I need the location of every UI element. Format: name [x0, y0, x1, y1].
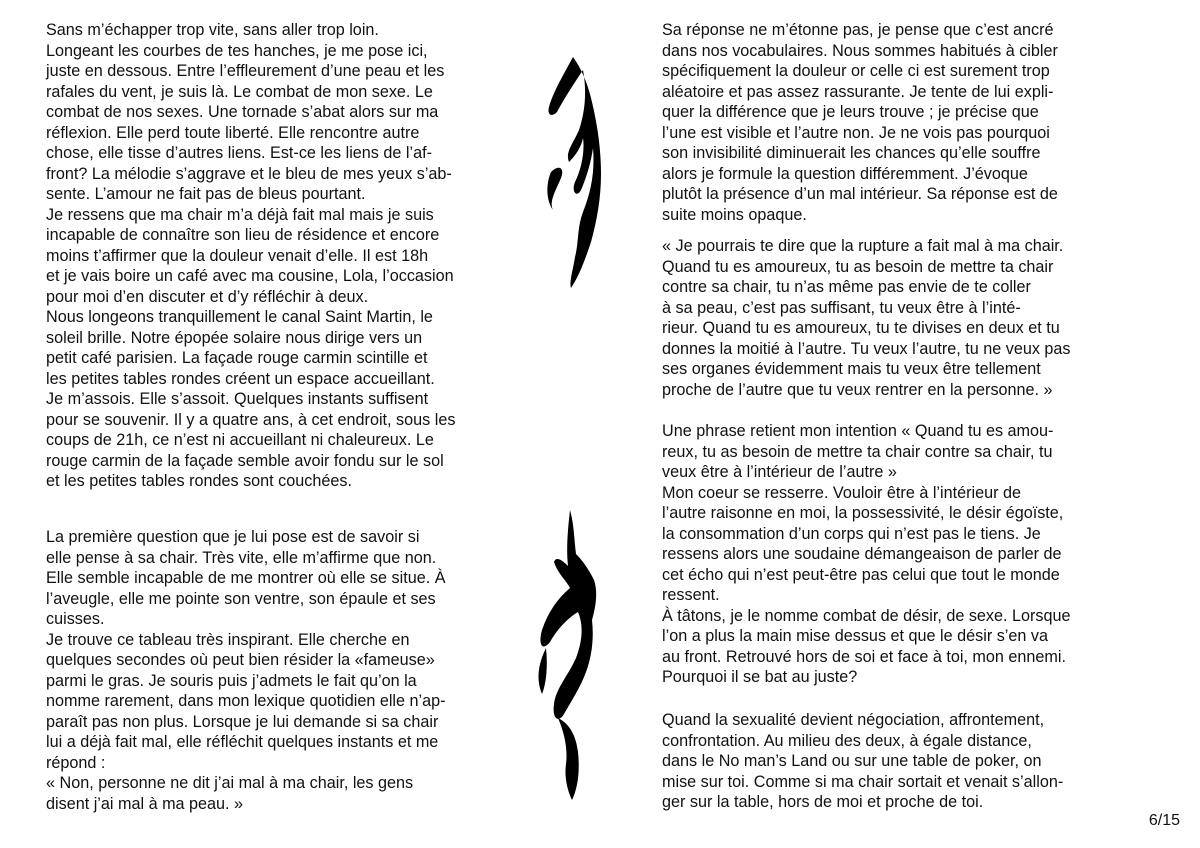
text-line: Je trouve ce tableau très inspirant. Elle cherche en: [46, 630, 410, 649]
text-line: rafales du vent, je suis là. Le combat de mon sexe. Le: [46, 82, 433, 101]
text-line: front? La mélodie s’aggrave et le bleu de mes yeux s’ab-: [46, 164, 452, 183]
right-paragraph-1: [662, 20, 1162, 225]
text-line: Elle semble incapable de me montrer où elle se situe. À: [46, 569, 446, 587]
text-line: dans nos vocabulaires. Nous sommes habitués à cibler: [662, 41, 1058, 60]
left-paragraph-1: [46, 20, 546, 492]
text-line: l’on a plus la main mise dessus et que le désir s’en va: [662, 627, 1049, 645]
text-line: mise sur toi. Comme si ma chair sortait et venait s’allon-: [662, 772, 1064, 791]
text-line: Je ressens que ma chair m’a déjà fait mal mais je suis: [46, 205, 434, 224]
text-line: et les petites tables rondes sont couchées.: [46, 472, 352, 490]
text-line: « Non, personne ne dit j’ai mal à ma chair, les gens: [46, 774, 414, 792]
text-line: cuisses.: [46, 610, 105, 628]
text-line: ressens alors une soudaine démangeaison de parler de: [662, 545, 1062, 563]
text-line: Mon coeur se resserre. Vouloir être à l’intérieur de: [662, 483, 1021, 502]
text-line: les petites tables rondes créent un espace accueillant.: [46, 369, 435, 388]
text-line: disent j’ai mal à ma peau. »: [46, 794, 244, 813]
text-line: veux être à l’intérieur de l’autre »: [662, 463, 897, 481]
text-line: La première question que je lui pose est de savoir si: [46, 528, 420, 546]
text-line: petit café parisien. La façade rouge carmin scintille et: [46, 349, 428, 367]
text-line: juste en dessous. Entre l’effleurement d’une peau et les: [46, 62, 445, 80]
text-line: paraît pas non plus. Lorsque je lui demande si sa chair: [46, 712, 439, 731]
text-line: ger sur la table, hors de moi et proche de toi.: [662, 793, 984, 811]
text-line: Longeant les courbes de tes hanches, je me pose ici,: [46, 41, 428, 60]
right-paragraph-2: [662, 236, 1162, 400]
text-line: rouge carmin de la façade semble avoir fondu sur le sol: [46, 451, 444, 470]
text-line: Je m’assois. Elle s’assoit. Quelques instants suffisent: [46, 390, 429, 408]
text-line: coups de 21h, ce n’est ni accueillant ni chaleureux. Le: [46, 431, 434, 449]
text-line: « Je pourrais te dire que la rupture a fait mal à ma chair.: [662, 237, 1064, 255]
text-line: et je vais boire un café avec ma cousine, Lola, l’occasion: [46, 267, 454, 285]
text-line: elle pense à sa chair. Très vite, elle m’affirme que non.: [46, 548, 437, 567]
text-line: à sa peau, c’est pas suffisant, tu veux être à l’inté-: [662, 298, 1021, 317]
text-line: pour moi d’en discuter et d’y réfléchir à deux.: [46, 287, 369, 306]
text-line: ses organes évidemment mais tu veux être tellement: [662, 360, 1041, 378]
text-line: Nous longeons tranquillement le canal Saint Martin, le: [46, 308, 433, 326]
text-line: incapable de connaître son lieu de résidence et encore: [46, 226, 440, 244]
text-line: proche de l’autre que tu veux rentrer en la personne. »: [662, 380, 1053, 399]
text-line: soleil brille. Notre épopée solaire nous dirige vers un: [46, 328, 423, 347]
page-number: 6/15: [1148, 812, 1180, 829]
text-line: reux, tu as besoin de mettre ta chair contre sa chair, tu: [662, 442, 1053, 461]
text-line: chose, elle tisse d’autres liens. Est-ce les liens de l’af-: [46, 144, 432, 162]
text-line: pour se souvenir. Il y a quatre ans, à cet endroit, sous les: [46, 410, 456, 429]
text-line: moins t’affirmer que la douleur venait d’elle. Il est 18h: [46, 246, 429, 265]
text-line: spécifiquement la douleur or celle ci est surement trop: [662, 62, 1050, 80]
ink-brush-stroke-top: [535, 52, 610, 292]
text-line: Pourquoi il se bat au juste?: [662, 668, 858, 686]
text-line: suite moins opaque.: [662, 205, 807, 224]
left-paragraph-2: [46, 527, 546, 814]
text-line: rieur. Quand tu es amoureux, tu te divises en deux et tu: [662, 319, 1060, 337]
text-line: confrontation. Au milieu des deux, à égale distance,: [662, 731, 1032, 750]
text-line: parmi le gras. Je souris puis j’admets le fait qu’on la: [46, 671, 417, 690]
right-paragraph-3: [662, 421, 1162, 688]
text-line: nomme rarement, dans mon lexique quotidien elle n’ap-: [46, 692, 446, 710]
text-line: lui a déjà fait mal, elle réfléchit quelques instants et me: [46, 733, 439, 751]
text-line: réflexion. Elle perd toute liberté. Elle rencontre autre: [46, 123, 420, 142]
text-line: l’autre raisonne en moi, la possessivité, le désir égoïste,: [662, 504, 1064, 522]
text-line: aléatoire et pas assez rassurante. Je tente de lui expli-: [662, 82, 1054, 101]
text-line: répond :: [46, 753, 106, 772]
text-line: À tâtons, je le nomme combat de désir, de sexe. Lorsque: [662, 606, 1071, 625]
text-line: son invisibilité diminuerait les chances qu’elle souffre: [662, 144, 1041, 162]
text-line: quelques secondes où peut bien résider la «fameuse»: [46, 651, 435, 669]
text-line: la consommation d’un corps qui n’est pas le tiens. Je: [662, 524, 1041, 543]
text-line: sente. L’amour ne fait pas de bleus pourtant.: [46, 185, 366, 203]
text-line: dans le No man’s Land ou sur une table de poker, on: [662, 752, 1042, 770]
text-line: Quand tu es amoureux, tu as besoin de mettre ta chair: [662, 257, 1054, 276]
text-line: l’aveugle, elle me pointe son ventre, son épaule et ses: [46, 589, 436, 608]
text-line: cet écho qui n’est peut-être pas celui que tout le monde: [662, 565, 1060, 584]
text-line: alors je formule la question différemment. J’évoque: [662, 164, 1028, 183]
ink-brush-stroke-bottom: [528, 508, 613, 808]
text-line: ressent.: [662, 586, 720, 604]
text-line: au front. Retrouvé hors de soi et face à toi, mon ennemi.: [662, 647, 1067, 666]
text-line: combat de nos sexes. Une tornade s’abat alors sur ma: [46, 103, 439, 121]
text-line: Quand la sexualité devient négociation, affrontement,: [662, 711, 1045, 729]
text-line: contre sa chair, tu n’as même pas envie de te coller: [662, 278, 1031, 296]
text-line: Sa réponse ne m’étonne pas, je pense que c’est ancré: [662, 21, 1054, 39]
text-line: Sans m’échapper trop vite, sans aller trop loin.: [46, 21, 379, 39]
right-paragraph-4: [662, 710, 1162, 813]
text-line: Une phrase retient mon intention « Quand tu es amou-: [662, 422, 1054, 440]
text-line: quer la différence que je leurs trouve ; je précise que: [662, 103, 1039, 121]
text-line: donnes la moitié à l’autre. Tu veux l’autre, tu ne veux pas: [662, 339, 1071, 358]
text-line: l’une est visible et l’autre non. Je ne vois pas pourquoi: [662, 123, 1050, 142]
text-line: plutôt la présence d’un mal intérieur. Sa réponse est de: [662, 185, 1058, 203]
